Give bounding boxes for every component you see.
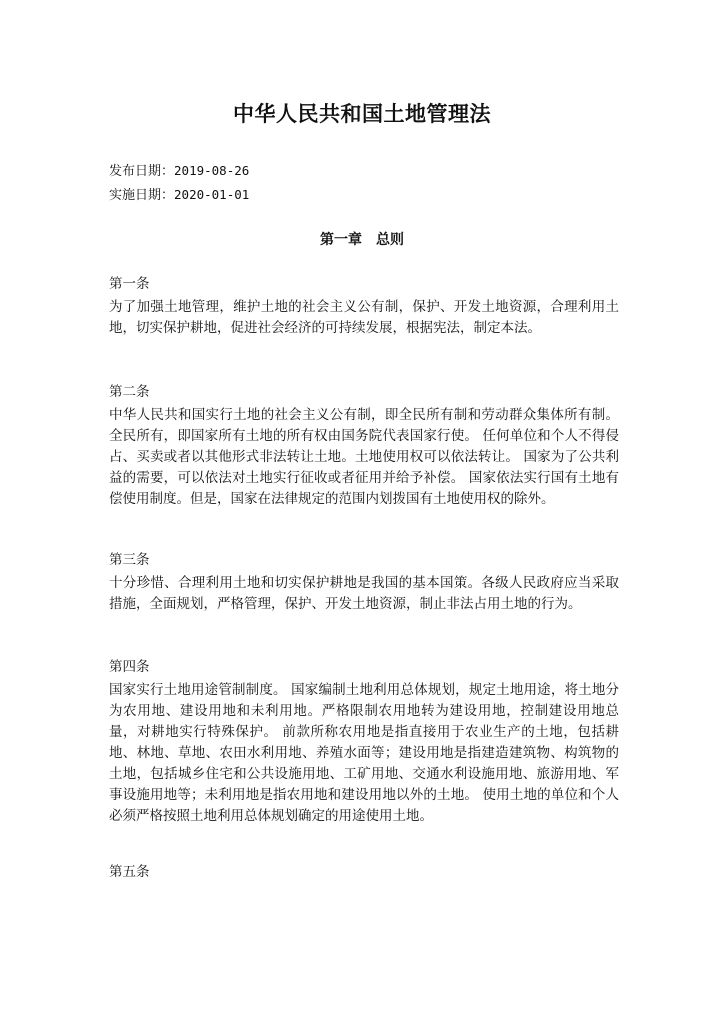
article-text: 中华人民共和国实行土地的社会主义公有制，即全民所有制和劳动群众集体所有制。 全民所有，即国家所有土地的所有权由国务院代表国家行使。 任何单位和个人不得侵占、买卖或者以其他形式非法转让土地。土地使用权可以依法转让。 国家为了公共利益的需要，可以依法对土地实行征收或者征用并给予补偿。 国家依法实行国有土地有偿使用制度。但是，国家在法律规定的范围内划拨国有土地使用权的除外。 — [109, 407, 619, 507]
article-4 — [109, 657, 619, 827]
article-heading: 第二条 — [109, 384, 150, 400]
publish-date-value: 2019-08-26 — [174, 163, 250, 178]
document-title: 中华人民共和国土地管理法 — [233, 102, 491, 126]
article-1 — [109, 274, 619, 339]
article-3 — [109, 550, 619, 615]
publish-date-line — [109, 160, 249, 179]
chapter-heading: 第一章 总则 — [320, 232, 404, 248]
effective-date-label: 实施日期： — [109, 188, 175, 203]
publish-date-label: 发布日期： — [109, 164, 175, 179]
article-text: 国家实行土地用途管制制度。 国家编制土地利用总体规划，规定土地用途，将土地分为农用地、建设用地和未利用地。严格限制农用地转为建设用地，控制建设用地总量，对耕地实行特殊保护。 前款所称农用地是指直接用于农业生产的土地，包括耕地、林地、草地、农田水利用地、养殖水面等；建设用地是指建造建筑物、构筑物的土地，包括城乡住宅和公共设施用地、工矿用地、交通水利设施用地、旅游用地、军事设施用地等；未利用地是指农用地和建设用地以外的土地。 使用土地的单位和个人必须严格按照土地利用总体规划确定的用途使用土地。 — [109, 682, 619, 824]
article-text: 为了加强土地管理，维护土地的社会主义公有制，保护、开发土地资源，合理利用土地，切实保护耕地，促进社会经济的可持续发展，根据宪法，制定本法。 — [109, 299, 619, 336]
article-heading: 第三条 — [109, 552, 150, 568]
article-heading: 第一条 — [109, 276, 150, 292]
article-heading: 第五条 — [109, 864, 150, 880]
effective-date-line — [109, 184, 249, 203]
effective-date-value: 2020-01-01 — [174, 187, 250, 202]
article-5 — [109, 862, 619, 885]
article-heading: 第四条 — [109, 659, 150, 675]
article-text: 十分珍惜、合理利用土地和切实保护耕地是我国的基本国策。各级人民政府应当采取措施，全面规划，严格管理，保护、开发土地资源，制止非法占用土地的行为。 — [109, 575, 619, 612]
article-2 — [109, 382, 619, 510]
